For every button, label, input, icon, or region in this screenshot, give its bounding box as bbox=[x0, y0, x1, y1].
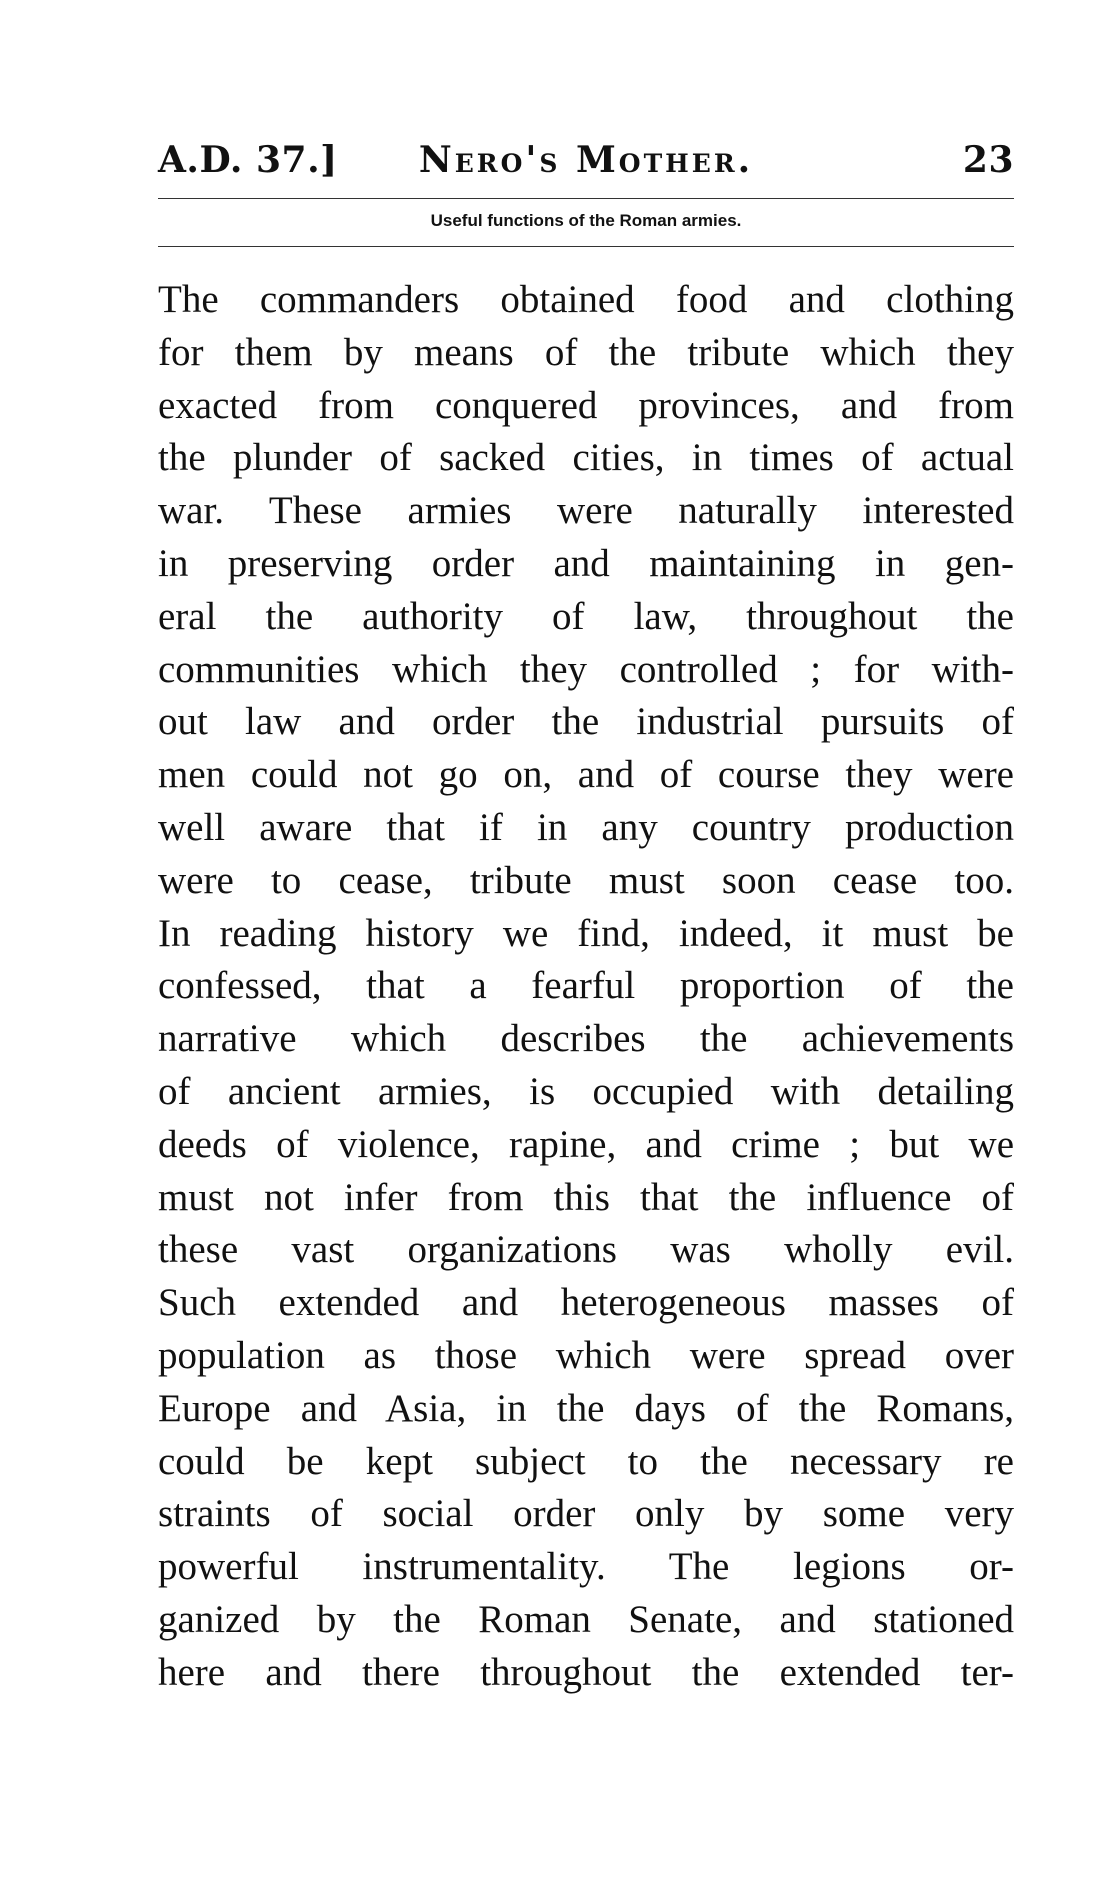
body-text bbox=[158, 274, 1014, 1700]
text-line: war. These armies were naturally interested bbox=[158, 489, 1014, 533]
text-line: deeds of violence, rapine, and crime ; but we bbox=[158, 1122, 1014, 1166]
text-line: communities which they controlled ; for with- bbox=[158, 647, 1014, 691]
text-line: exacted from conquered provinces, and from bbox=[158, 383, 1014, 427]
text-line: of ancient armies, is occupied with detailing bbox=[158, 1069, 1014, 1113]
text-line: narrative which describes the achievements bbox=[158, 1017, 1014, 1061]
text-line: men could not go on, and of course they were bbox=[158, 753, 1014, 797]
text-line: Such extended and heterogeneous masses of bbox=[158, 1281, 1014, 1325]
text-line: powerful instrumentality. The legions or- bbox=[158, 1545, 1014, 1589]
text-line: confessed, that a fearful proportion of the bbox=[158, 964, 1014, 1008]
text-line: eral the authority of law, throughout the bbox=[158, 594, 1014, 638]
text-line: for them by means of the tribute which they bbox=[158, 330, 1014, 374]
text-line: out law and order the industrial pursuits of bbox=[158, 700, 1014, 744]
text-line: here and there throughout the extended ter- bbox=[158, 1650, 1014, 1694]
running-head bbox=[158, 132, 1014, 188]
text-line: could be kept subject to the necessary re bbox=[158, 1439, 1014, 1483]
text-line: straints of social order only by some very bbox=[158, 1492, 1014, 1536]
text-line: these vast organizations was wholly evil. bbox=[158, 1228, 1014, 1272]
header-rule-bottom bbox=[158, 246, 1014, 247]
text-line: Europe and Asia, in the days of the Romans, bbox=[158, 1386, 1014, 1430]
section-subheading: Useful functions of the Roman armies. bbox=[430, 211, 742, 230]
header-date: A.D. 37.] bbox=[158, 139, 338, 181]
text-line: well aware that if in any country production bbox=[158, 805, 1014, 849]
text-line: In reading history we find, indeed, it must be bbox=[158, 911, 1014, 955]
text-line: were to cease, tribute must soon cease too. bbox=[158, 858, 1014, 902]
header-title: Nero's Mother. bbox=[418, 139, 754, 181]
header-rule-top bbox=[158, 198, 1014, 199]
text-line: must not infer from this that the influence of bbox=[158, 1175, 1014, 1219]
text-line: The commanders obtained food and clothing bbox=[158, 278, 1014, 321]
text-line: population as those which were spread over bbox=[158, 1333, 1014, 1377]
text-line: the plunder of sacked cities, in times of actual bbox=[158, 436, 1014, 480]
page-number: 23 bbox=[962, 139, 1014, 181]
text-line: in preserving order and maintaining in gen- bbox=[158, 541, 1014, 585]
text-line: ganized by the Roman Senate, and stationed bbox=[158, 1597, 1014, 1641]
